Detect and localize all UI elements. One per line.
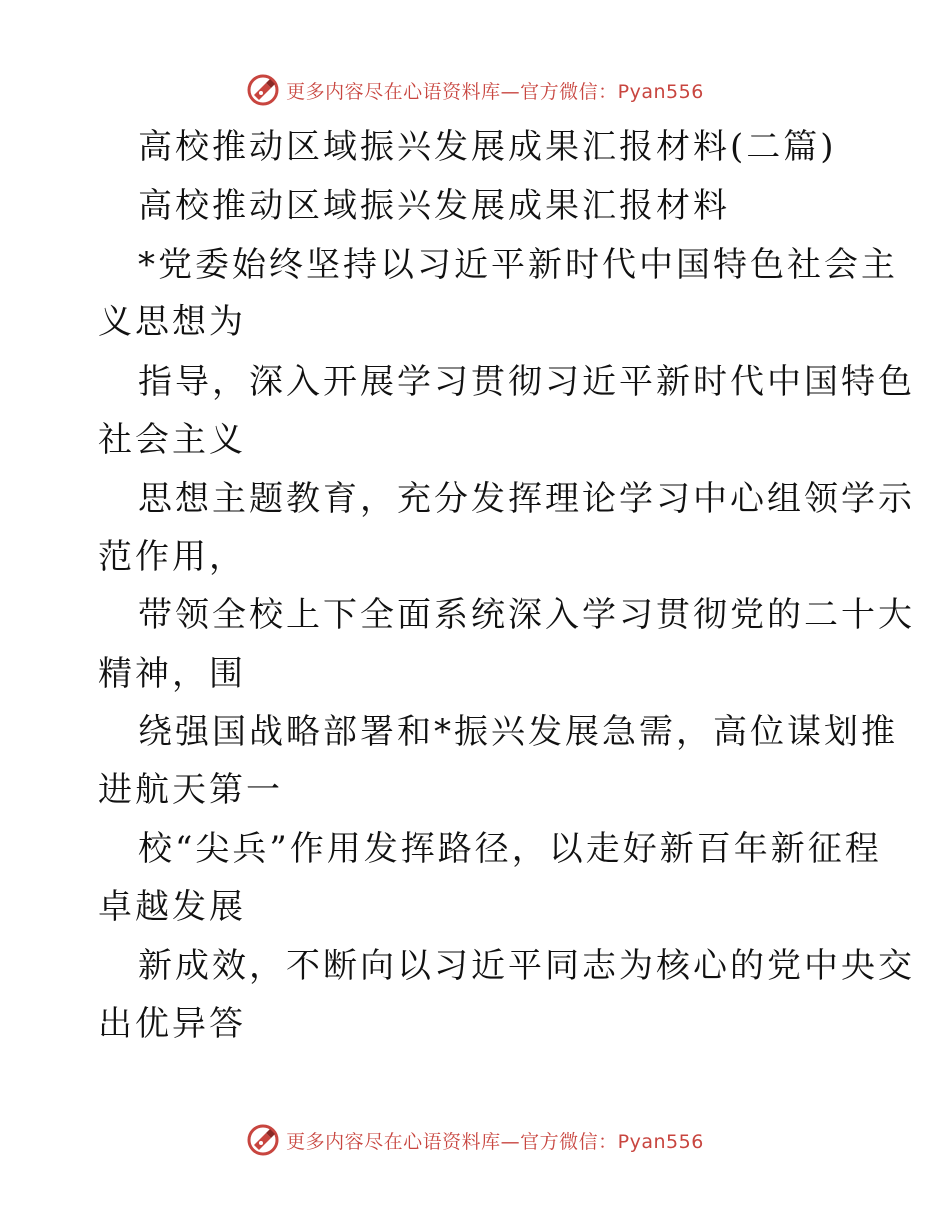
paragraph-line: 绕强国战略部署和*振兴发展急需，高位谋划推 — [138, 712, 898, 752]
paragraph-line: 社会主义 — [98, 420, 246, 460]
header-banner — [0, 70, 950, 110]
paragraph-line: 校“尖兵”作用发挥路径，以走好新百年新征程 — [138, 829, 882, 869]
paragraph-line: 进航天第一 — [98, 770, 283, 810]
paragraph-line: 卓越发展 — [98, 887, 246, 927]
paragraph-line: 精神，围 — [98, 654, 246, 694]
paragraph-line: 指导，深入开展学习贯彻习近平新时代中国特色 — [138, 362, 915, 402]
paragraph-line: 义思想为 — [98, 302, 246, 342]
header-banner-text: 更多内容尽在心语资料库—官方微信：Pyan556 — [286, 80, 704, 103]
paragraph-line: *党委始终坚持以习近平新时代中国特色社会主 — [138, 245, 898, 285]
paragraph-line: 思想主题教育，充分发挥理论学习中心组领学示 — [138, 479, 915, 519]
pen-nib-seal-icon — [246, 73, 280, 107]
footer-banner-text: 更多内容尽在心语资料库—官方微信：Pyan556 — [286, 1130, 704, 1153]
paragraph-line: 新成效，不断向以习近平同志为核心的党中央交 — [138, 946, 915, 986]
pen-nib-seal-icon — [246, 1123, 280, 1157]
document-subtitle: 高校推动区域振兴发展成果汇报材料 — [138, 186, 730, 226]
paragraph-line: 范作用， — [98, 537, 246, 577]
footer-banner — [0, 1120, 950, 1160]
document-title: 高校推动区域振兴发展成果汇报材料(二篇) — [138, 127, 837, 167]
paragraph-line: 出优异答 — [98, 1004, 246, 1044]
paragraph-line: 带领全校上下全面系统深入学习贯彻党的二十大 — [138, 595, 915, 635]
